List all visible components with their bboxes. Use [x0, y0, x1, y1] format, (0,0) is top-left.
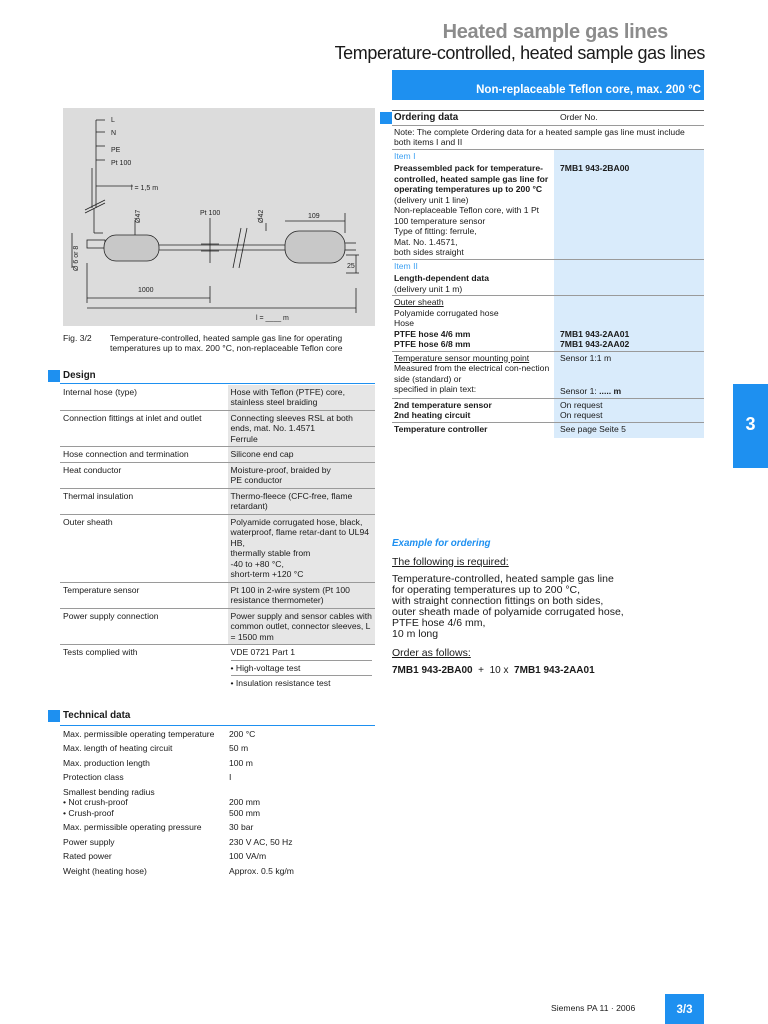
tech-row-label: Power supply	[63, 836, 115, 847]
second-heating-label: 2nd heating circuit	[394, 410, 471, 421]
tech-row-value: 200 mm 500 mm	[229, 797, 261, 818]
design-tests-value: VDE 0721 Part 1 • High-voltage test • Insulation resistance test	[227, 645, 375, 691]
design-row-value: Thermo-fleece (CFC-free, flame retardant)	[227, 488, 375, 514]
order-no-header: Order No.	[560, 112, 598, 122]
tech-row-label: Protection class	[63, 772, 124, 783]
tech-heading-label: Technical data	[63, 710, 131, 722]
preassembled-sub: (delivery unit 1 line)	[394, 194, 469, 205]
sensor-custom: Sensor 1: ..... m	[560, 386, 622, 397]
label-pt100-mid: Pt 100	[200, 210, 221, 217]
tech-row-label: Max. permissible operating pressure	[63, 822, 202, 833]
label-l: L	[111, 117, 115, 124]
tech-row	[60, 741, 375, 755]
tech-row	[60, 770, 375, 784]
section-banner: Non-replaceable Teflon core, max. 200 °C	[392, 70, 704, 100]
tech-row	[60, 864, 375, 878]
label-d42: Ø42	[258, 209, 265, 223]
label-n: N	[111, 130, 117, 137]
example-title: Example for ordering	[392, 538, 491, 549]
schematic-figure	[63, 108, 375, 326]
chapter-tab: 3	[733, 384, 768, 468]
example-required: The following is required:	[392, 555, 509, 568]
design-row-label: Hose connection and termination	[60, 447, 227, 462]
ordering-note: Note: The complete Ordering data for a heated sample gas line must include both items I and II	[394, 126, 685, 148]
tech-heading	[48, 708, 375, 724]
design-row-value: Pt 100 in 2-wire system (Pt 100 resistance thermometer)	[227, 582, 375, 608]
label-d47: Ø47	[135, 209, 142, 223]
figure-caption	[63, 333, 378, 354]
tech-row	[60, 835, 375, 849]
design-row	[60, 608, 375, 644]
design-heading-label: Design	[63, 370, 96, 382]
tech-row-value: Approx. 0.5 kg/m	[229, 865, 294, 876]
tech-row-value: 230 V AC, 50 Hz	[229, 836, 293, 847]
tech-row	[60, 727, 375, 741]
design-row	[60, 385, 375, 410]
preassembled-order-no: 7MB1 943-2BA00	[554, 162, 704, 259]
design-row-label: Heat conductor	[60, 462, 227, 488]
tech-row	[60, 820, 375, 834]
controller-label: Temperature controller	[394, 423, 488, 434]
design-row-value: Connecting sleeves RSL at both ends, mat. No. 1.4571 Ferrule	[227, 410, 375, 446]
tech-row	[60, 849, 375, 863]
ordering-example	[392, 538, 707, 677]
design-row	[60, 514, 375, 582]
design-rule	[60, 383, 375, 384]
second-sensor-value: On request	[560, 399, 603, 410]
design-row	[60, 488, 375, 514]
label-pe: PE	[111, 147, 121, 154]
example-text: Temperature-controlled, heated sample gas line for operating temperatures up to 200 °C, with straight connection fittings on both sides, outer sheath made of polyamide corrugated hose, PTFE hose 4/6 mm, 10 m long	[392, 572, 624, 641]
label-pt100-top: Pt 100	[111, 160, 132, 167]
tech-row-label: Rated power	[63, 851, 112, 862]
tech-row	[60, 756, 375, 770]
tech-row-value: 100 m	[229, 757, 253, 768]
tech-row-value: 100 VA/m	[229, 851, 267, 862]
figure-caption-text: Temperature-controlled, heated sample gas line for operating temperatures up to max. 200 °C, non-replaceable Teflon core	[110, 333, 343, 354]
sensor-point-desc: Measured from the electrical con-nection side (standard) or specified in plain text:	[394, 363, 550, 395]
tech-row-label: Max. production length	[63, 757, 150, 768]
ordering-heading: Ordering data	[394, 112, 459, 123]
design-row	[60, 410, 375, 446]
design-row	[60, 447, 375, 462]
sensor-default: Sensor 1:1 m	[560, 352, 612, 363]
design-row-value: Hose with Teflon (PTFE) core, stainless steel braiding	[227, 385, 375, 410]
design-row-label: Power supply connection	[60, 608, 227, 644]
controller-ref: See page Seite 5	[554, 422, 704, 438]
example-formula: 7MB1 943-2BA00 + 10 x 7MB1 943-2AA01	[392, 665, 595, 677]
tech-table	[60, 727, 375, 878]
design-heading	[48, 368, 375, 384]
tech-row-label: Max. permissible operating temperature	[63, 729, 215, 739]
tech-row-label: Smallest bending radius • Not crush-proof • Crush-proof	[63, 786, 155, 818]
second-heating-value: On request	[560, 410, 603, 421]
page-subtitle: Temperature-controlled, heated sample gas lines	[334, 43, 705, 63]
page-title: Heated sample gas lines	[442, 21, 668, 43]
item-2-label: Item II	[394, 260, 418, 271]
design-table	[60, 385, 375, 691]
figure-caption-number: Fig. 3/2	[63, 333, 92, 343]
item-1-label: Item I	[394, 150, 416, 161]
tech-row-label: Max. length of heating circuit	[63, 743, 173, 754]
ptfe-68-order-no: 7MB1 943-2AA02	[560, 339, 630, 350]
footer-text: Siemens PA 11 · 2006	[551, 1003, 636, 1013]
label-25: 25	[347, 263, 355, 270]
outer-sheath-desc: Polyamide corrugated hose Hose	[394, 307, 499, 329]
length-title: Length-dependent data	[394, 273, 490, 284]
design-row-value: Power supply and sensor cables with common outlet, connector sleeves, L = 1500 mm	[227, 608, 375, 644]
section-marker	[48, 710, 60, 722]
heated-line-drawing	[63, 108, 375, 326]
design-row-value: Polyamide corrugated hose, black, waterproof, flame retar-dant to UL94 HB, thermally stable from -40 to +80 °C, short-term +120 °C	[227, 514, 375, 582]
length-sub: (delivery unit 1 m)	[394, 283, 463, 294]
ordering-marker	[380, 112, 392, 124]
page-number: 3/3	[665, 994, 704, 1024]
label-length: l = 1,5 m	[131, 185, 159, 192]
ptfe-46-label: PTFE hose 4/6 mm	[394, 328, 471, 339]
design-tests-label: Tests complied with	[63, 647, 138, 658]
design-row-tests	[60, 645, 375, 691]
label-109: 109	[308, 213, 320, 220]
ptfe-46-order-no: 7MB1 943-2AA01	[560, 328, 630, 339]
label-d6or8: Ø 6 or 8	[73, 245, 80, 271]
design-row-label: Outer sheath	[60, 514, 227, 582]
tech-row-value: 200 °C	[229, 729, 256, 739]
tech-row-value: 30 bar	[229, 822, 254, 833]
tech-row	[60, 785, 375, 820]
design-row	[60, 582, 375, 608]
example-order-as: Order as follows:	[392, 647, 471, 660]
label-lm: l = ____ m	[256, 315, 289, 322]
design-row-value: Moisture-proof, braided by PE conductor	[227, 462, 375, 488]
tech-row-label: Weight (heating hose)	[63, 865, 147, 876]
design-row-label: Temperature sensor	[60, 582, 227, 608]
design-row	[60, 462, 375, 488]
design-row-label: Connection fittings at inlet and outlet	[60, 410, 227, 446]
second-sensor-label: 2nd temperature sensor	[394, 399, 492, 410]
section-marker	[48, 370, 60, 382]
label-1000: 1000	[138, 287, 154, 294]
sensor-point-label: Temperature sensor mounting point	[394, 352, 530, 363]
design-row-label: Internal hose (type)	[60, 385, 227, 410]
tech-row-value: 50 m	[229, 743, 249, 754]
outer-sheath-label: Outer sheath	[394, 297, 444, 308]
preassembled-desc: Non-replaceable Teflon core, with 1 Pt 100 temperature sensor Type of fitting: ferrule, Mat. No. 1.4571, both sides straight	[394, 205, 540, 258]
preassembled-title: Preassembled pack for temperature-controlled, heated sample gas line for operating temperatures up to 200 °C	[394, 163, 549, 195]
design-row-value: Silicone end cap	[227, 447, 375, 462]
ordering-table	[392, 110, 704, 438]
ptfe-68-label: PTFE hose 6/8 mm	[394, 339, 471, 350]
tech-rule	[60, 725, 375, 726]
tech-row-value: I	[229, 772, 232, 783]
design-row-label: Thermal insulation	[60, 488, 227, 514]
